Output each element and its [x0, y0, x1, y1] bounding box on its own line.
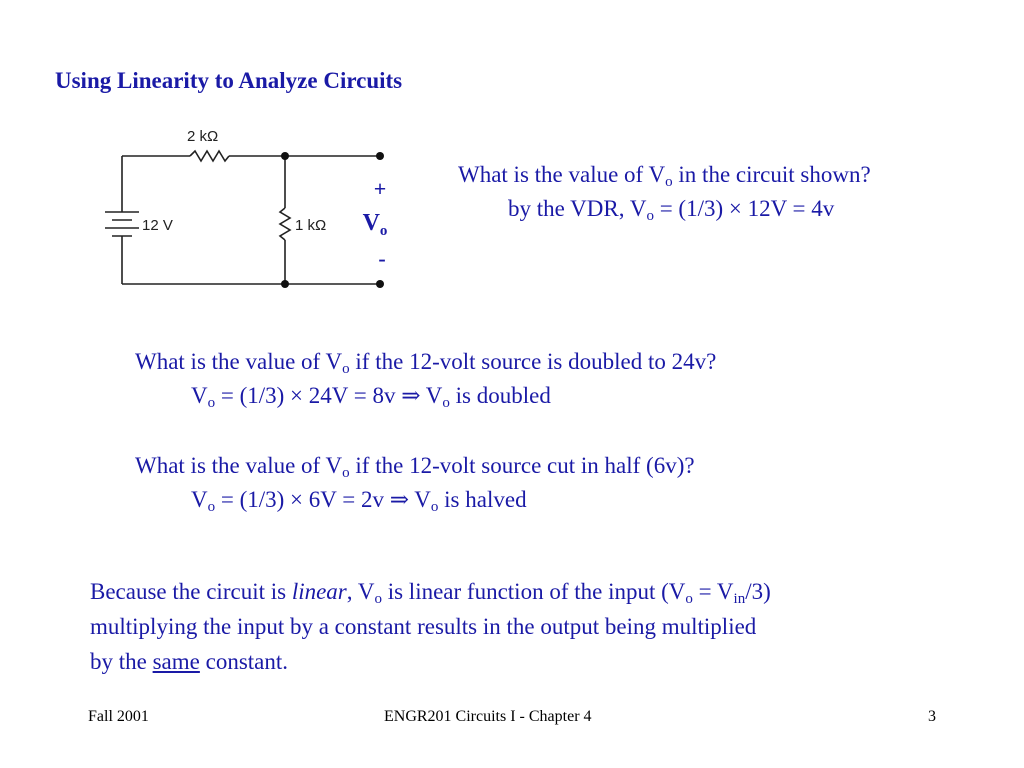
question2-line2: $V_o = (1/3) \times 24V = 8v$ ⇒ $V_o$ is doubled: [191, 383, 551, 411]
node-top-mid: [281, 152, 289, 160]
slide-title: Using Linearity to Analyze Circuits: [55, 68, 403, 93]
terminal-bottom: [376, 280, 384, 288]
footer-left: Fall 2001: [88, 708, 149, 725]
question1-line1: What is the value of $V_o$ in the circuit shown?: [458, 162, 871, 190]
terminal-top: [376, 152, 384, 160]
footer-center: ENGR201 Circuits I - Chapter 4: [384, 708, 592, 725]
resistor-1k: [280, 208, 290, 240]
conclusion-line2: multiplying the input by a constant results in the output being multiplied: [90, 614, 757, 639]
node-bottom-mid: [281, 280, 289, 288]
question1-line2: by the VDR, $V_o = (1/3) \times 12V = 4v$: [508, 196, 835, 224]
vo-label: $V_o$: [362, 210, 388, 239]
circuit-diagram: [95, 120, 415, 300]
question3-line2: $V_o = (1/3) \times 6V = 2v$ ⇒ $V_o$ is halved: [191, 487, 527, 515]
question3-line1: What is the value of $V_o$ if the 12-volt source cut in half (6v)?: [135, 453, 695, 481]
question2-line1: What is the value of $V_o$ if the 12-volt source is doubled to 24v?: [135, 349, 717, 377]
r2-label: 1 kΩ: [295, 217, 327, 234]
resistor-2k: [190, 151, 229, 161]
source-label: 12 V: [142, 217, 173, 234]
conclusion-line1: Because the circuit is linear, $V_o$ is linear function of the input $(V_o = V_{in}/3)$: [90, 579, 771, 607]
conclusion-line3: by the same constant.: [90, 649, 289, 674]
plus-sign: +: [373, 176, 387, 201]
r1-label: 2 kΩ: [187, 128, 219, 145]
minus-sign: -: [378, 246, 386, 271]
footer-page-number: 3: [928, 708, 936, 725]
